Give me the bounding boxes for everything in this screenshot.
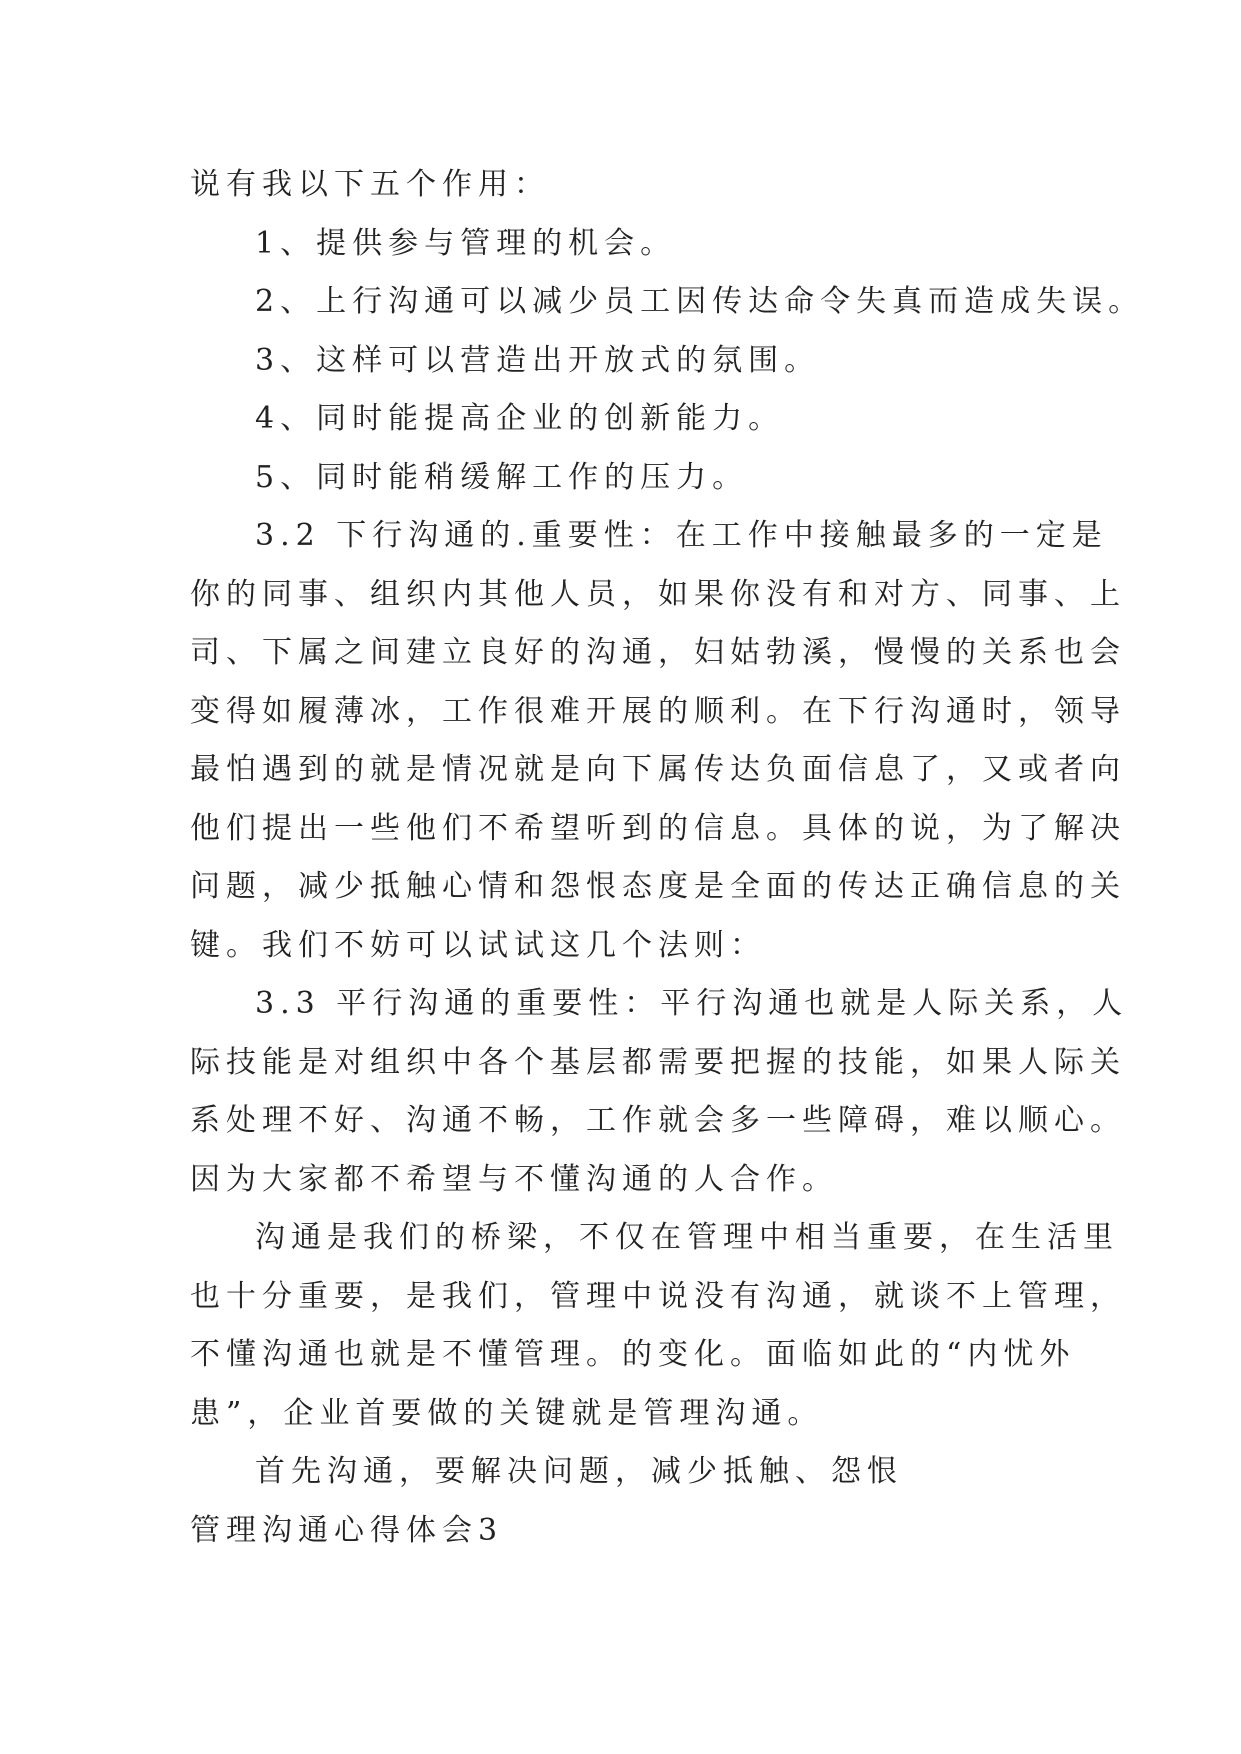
text-line: 变得如履薄冰，工作很难开展的顺利。在下行沟通时，领导 <box>190 693 1126 729</box>
list-item: 4、同时能提高企业的创新能力。 <box>255 401 785 436</box>
text-line: 说有我以下五个作用： <box>190 167 550 202</box>
text-line: 因为大家都不希望与不懂沟通的人合作。 <box>190 1161 838 1197</box>
document-title-line: 管理沟通心得体会3 <box>190 1512 504 1548</box>
text-line: 你的同事、组织内其他人员，如果你没有和对方、同事、上 <box>190 576 1126 612</box>
section-heading-line: 3.2 下行沟通的.重要性：在工作中接触最多的一定是 <box>255 518 1108 553</box>
list-item: 5、同时能稍缓解工作的压力。 <box>255 459 749 495</box>
text-line: 系处理不好、沟通不畅，工作就会多一些障碍，难以顺心。 <box>190 1103 1126 1138</box>
paragraph-start-line: 沟通是我们的桥梁，不仅在管理中相当重要，在生活里 <box>255 1220 1119 1255</box>
text-line: 际技能是对组织中各个基层都需要把握的技能，如果人际关 <box>190 1044 1126 1080</box>
text-line: 不懂沟通也就是不懂管理。的变化。面临如此的“内忧外 <box>190 1337 1076 1372</box>
text-line: 也十分重要，是我们，管理中说没有沟通，就谈不上管理， <box>190 1278 1126 1314</box>
list-item: 2、上行沟通可以减少员工因传达命令失真而造成失误。 <box>255 284 1145 319</box>
section-heading-line: 3.3 平行沟通的重要性：平行沟通也就是人际关系，人 <box>255 986 1129 1021</box>
text-line: 键。我们不妨可以试试这几个法则： <box>190 927 766 963</box>
paragraph-start-line: 首先沟通，要解决问题，减少抵触、怨恨 <box>255 1454 903 1489</box>
text-line: 他们提出一些他们不希望听到的信息。具体的说，为了解决 <box>190 810 1126 846</box>
text-line: 司、下属之间建立良好的沟通，妇姑勃溪，慢慢的关系也会 <box>190 635 1126 670</box>
text-line: 最怕遇到的就是情况就是向下属传达负面信息了，又或者向 <box>190 752 1126 787</box>
list-item: 1、提供参与管理的机会。 <box>255 225 677 261</box>
text-line: 问题，减少抵触心情和怨恨态度是全面的传达正确信息的关 <box>190 869 1126 904</box>
text-line: 患”，企业首要做的关键就是管理沟通。 <box>190 1395 824 1431</box>
list-item: 3、这样可以营造出开放式的氛围。 <box>255 342 821 378</box>
document-body <box>190 156 1145 1560</box>
